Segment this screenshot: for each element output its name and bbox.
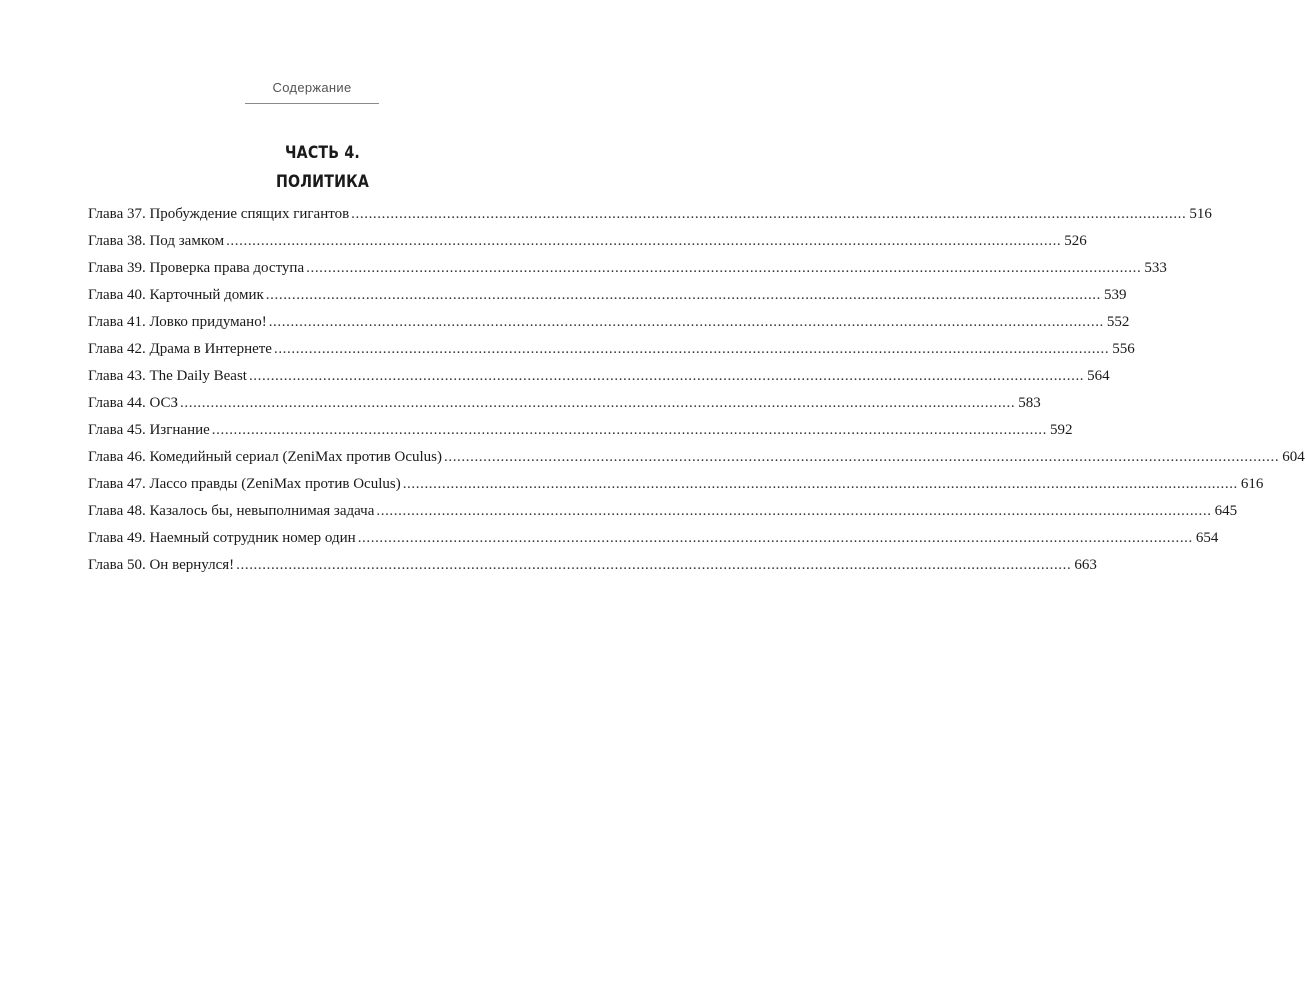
toc-dot-leader xyxy=(444,449,1279,466)
toc-entry-ch44[interactable] xyxy=(88,395,1041,422)
toc-page-number: 533 xyxy=(1144,260,1167,276)
toc-page-number: 526 xyxy=(1064,233,1087,249)
toc-entry-title: Глава 37. Пробуждение спящих гигантов xyxy=(88,206,350,222)
toc-entry-ch48[interactable] xyxy=(88,503,1238,530)
toc-entry-ch41[interactable] xyxy=(88,314,1130,341)
toc-entry-ch45[interactable] xyxy=(88,422,1073,449)
toc-dot-leader xyxy=(351,206,1186,223)
toc-dot-leader xyxy=(266,287,1101,304)
toc-dot-leader xyxy=(403,476,1238,493)
toc-entry-ch47[interactable] xyxy=(88,476,1264,503)
toc-page-number: 645 xyxy=(1214,503,1238,519)
toc-entry-ch46[interactable] xyxy=(88,449,1305,476)
toc-dot-leader xyxy=(212,422,1047,439)
toc-entry-title: Глава 44. ОСЗ xyxy=(88,395,179,411)
toc-entry-title: Глава 47. Лассо правды (ZeniMax против Oculus) xyxy=(88,476,401,492)
toc-entry-title: Глава 48. Казалось бы, невыполнимая задача xyxy=(88,503,375,519)
toc-page-number: 583 xyxy=(1018,395,1041,411)
toc-dot-leader xyxy=(274,341,1109,358)
toc-entry-ch42[interactable] xyxy=(88,341,1135,368)
toc-entry-title: Глава 39. Проверка права доступа xyxy=(88,260,305,276)
toc-dot-leader xyxy=(226,233,1061,250)
part-number-heading: ЧАСТЬ 4. xyxy=(285,143,360,162)
toc-page-number: 604 xyxy=(1282,449,1305,465)
toc-entry-title: Глава 41. Ловко придумано! xyxy=(88,314,267,330)
toc-dot-leader xyxy=(306,260,1141,277)
toc-entry-title: Глава 40. Карточный домик xyxy=(88,287,264,303)
toc-dot-leader xyxy=(376,503,1211,520)
toc-entry-ch43[interactable] xyxy=(88,368,1110,395)
toc-page-number: 516 xyxy=(1189,206,1212,222)
toc-page-number: 556 xyxy=(1112,341,1135,357)
toc-entry-title: Глава 49. Наемный сотрудник номер один xyxy=(88,530,356,546)
toc-page-number: 564 xyxy=(1087,368,1110,384)
toc-entry-ch50[interactable] xyxy=(88,557,1097,584)
toc-page-number: 663 xyxy=(1074,557,1097,573)
toc-dot-leader xyxy=(236,557,1071,574)
running-head: Содержание xyxy=(245,80,379,104)
toc-entry-ch40[interactable] xyxy=(88,287,1127,314)
toc-entry-title: Глава 43. The Daily Beast xyxy=(88,368,247,384)
table-of-contents xyxy=(88,206,1305,584)
toc-entry-title: Глава 45. Изгнание xyxy=(88,422,210,438)
toc-page-number: 552 xyxy=(1106,314,1130,330)
toc-page-number: 616 xyxy=(1240,476,1264,492)
toc-entry-title: Глава 50. Он вернулся! xyxy=(88,557,235,573)
toc-dot-leader xyxy=(269,314,1104,331)
toc-entry-title: Глава 42. Драма в Интернете xyxy=(88,341,272,357)
toc-entry-ch37[interactable] xyxy=(88,206,1212,233)
toc-entry-ch39[interactable] xyxy=(88,260,1167,287)
toc-entry-ch49[interactable] xyxy=(88,530,1219,557)
toc-dot-leader xyxy=(358,530,1193,547)
toc-page-number: 539 xyxy=(1104,287,1127,303)
toc-entry-title: Глава 46. Комедийный сериал (ZeniMax против Oculus) xyxy=(88,449,442,465)
toc-entry-ch38[interactable] xyxy=(88,233,1087,260)
toc-page-number: 592 xyxy=(1050,422,1073,438)
toc-entry-title: Глава 38. Под замком xyxy=(88,233,225,249)
toc-dot-leader xyxy=(249,368,1084,385)
toc-dot-leader xyxy=(180,395,1015,412)
part-title-heading: ПОЛИТИКА xyxy=(275,172,370,191)
toc-page-number: 654 xyxy=(1195,530,1219,546)
